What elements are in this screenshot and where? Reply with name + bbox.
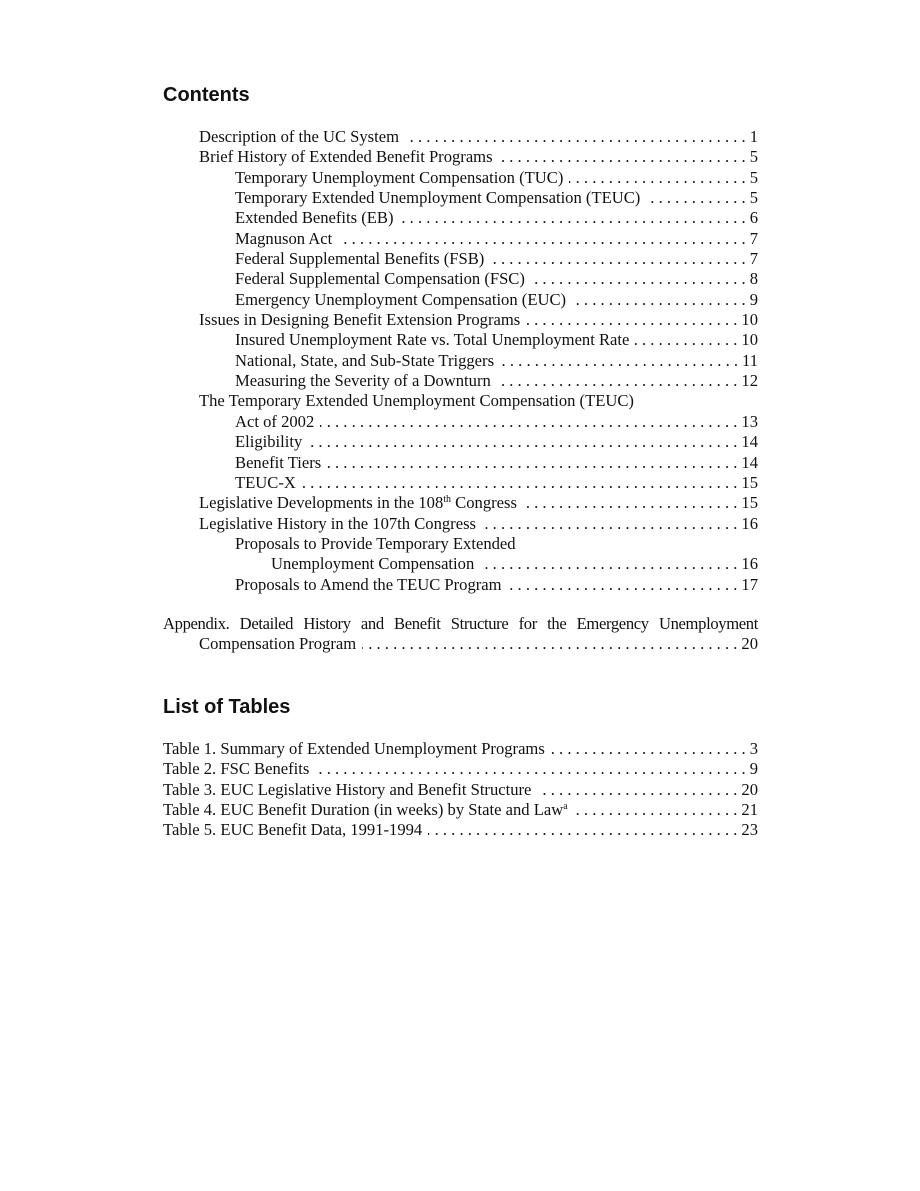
appendix-page: 20 <box>741 634 758 654</box>
toc-entry-page: 9 <box>749 289 758 309</box>
leader-dots <box>499 147 746 167</box>
toc-entry-page: 16 <box>741 513 758 533</box>
table-entry-title: Table 4. EUC Benefit Duration (in weeks) by State and Law <box>163 800 564 820</box>
toc-entry-page: 8 <box>749 269 758 289</box>
toc-entry-title: Unemployment Compensation <box>271 554 475 574</box>
table-entry-page: 3 <box>749 739 758 758</box>
table-entry[interactable] <box>163 800 758 820</box>
table-entry[interactable] <box>163 820 758 840</box>
toc-entry[interactable] <box>163 249 758 269</box>
table-entry[interactable] <box>163 759 758 779</box>
toc-entry-title: Act of 2002 <box>235 411 315 431</box>
toc-entry-title: Benefit Tiers <box>235 452 322 472</box>
toc-entry-title: National, State, and Sub-State Triggers <box>235 350 495 370</box>
leader-dots <box>362 634 737 654</box>
contents-list <box>163 127 758 595</box>
toc-entry-continued[interactable] <box>163 391 758 411</box>
toc-entry-title: Proposals to Provide Temporary Extended <box>235 533 516 553</box>
toc-entry-title: Temporary Extended Unemployment Compensation (TEUC) <box>235 188 641 208</box>
toc-entry-title: The Temporary Extended Unemployment Compensation (TEUC) <box>199 391 634 411</box>
toc-entry[interactable] <box>163 229 758 249</box>
toc-entry-title: Proposals to Amend the TEUC Program <box>235 574 502 594</box>
toc-entry-title: Extended Benefits (EB) <box>235 208 394 228</box>
toc-entry[interactable] <box>163 493 758 513</box>
toc-entry[interactable] <box>163 473 758 493</box>
toc-entry-title: Temporary Unemployment Compensation (TUC) <box>235 167 564 187</box>
toc-entry-page: 12 <box>741 371 758 391</box>
leader-dots <box>531 269 746 289</box>
table-entry-page: 21 <box>741 800 758 820</box>
toc-entry-page: 6 <box>749 208 758 228</box>
contents-heading: Contents <box>163 84 250 106</box>
toc-entry[interactable] <box>163 208 758 228</box>
toc-entry[interactable] <box>163 351 758 371</box>
toc-entry-title: TEUC-X <box>235 472 296 492</box>
leader-dots <box>302 473 738 493</box>
leader-dots <box>572 290 746 310</box>
leader-dots <box>569 168 745 188</box>
toc-entry[interactable] <box>163 554 758 574</box>
toc-entry-continued[interactable] <box>163 534 758 554</box>
toc-entry-title: Brief History of Extended Benefit Programs <box>199 147 493 167</box>
leader-dots <box>405 127 746 147</box>
leader-dots <box>500 351 738 371</box>
appendix-title-line1: Appendix. Detailed History and Benefit Structure for the Emergency Unemployment <box>163 614 758 633</box>
toc-entry-page: 10 <box>741 330 758 350</box>
leader-dots <box>523 493 737 513</box>
leader-dots <box>320 412 737 432</box>
toc-entry[interactable] <box>163 290 758 310</box>
toc-entry[interactable] <box>163 269 758 289</box>
toc-entry[interactable] <box>163 330 758 350</box>
superscript: th <box>443 494 452 506</box>
leader-dots <box>327 453 737 473</box>
toc-entry-page: 14 <box>741 432 758 452</box>
appendix-title-line2: Compensation Program <box>199 634 357 654</box>
table-entry-title: Table 1. Summary of Extended Unemployment Programs <box>163 739 545 758</box>
toc-entry-page: 7 <box>749 249 758 269</box>
toc-entry[interactable] <box>163 127 758 147</box>
toc-entry-page: 1 <box>749 127 758 146</box>
toc-entry-page: 17 <box>741 574 758 594</box>
leader-dots <box>646 188 745 208</box>
leader-dots <box>338 229 745 249</box>
leader-dots <box>490 249 745 269</box>
toc-entry-page: 14 <box>741 452 758 472</box>
leader-dots <box>635 330 737 350</box>
list-of-tables-heading: List of Tables <box>163 696 291 718</box>
toc-entry[interactable] <box>163 453 758 473</box>
toc-entry-page: 13 <box>741 411 758 431</box>
toc-entry-title-suffix: Congress <box>451 493 517 513</box>
table-entry[interactable] <box>163 739 758 759</box>
toc-entry-title: Federal Supplemental Compensation (FSC) <box>235 269 525 289</box>
table-entry-title: Table 5. EUC Benefit Data, 1991-1994 <box>163 820 423 840</box>
toc-entry-page: 5 <box>749 167 758 187</box>
table-entry-title: Table 2. FSC Benefits <box>163 759 310 779</box>
toc-entry-page: 10 <box>741 310 758 330</box>
leader-dots <box>497 371 738 391</box>
leader-dots <box>315 759 745 779</box>
toc-entry[interactable] <box>163 371 758 391</box>
toc-entry-page: 15 <box>741 493 758 513</box>
toc-entry-page: 16 <box>741 554 758 574</box>
toc-entry[interactable] <box>163 412 758 432</box>
leader-dots <box>526 310 737 330</box>
toc-entry[interactable] <box>163 514 758 534</box>
toc-entry[interactable] <box>163 432 758 452</box>
table-entry-page: 9 <box>749 759 758 779</box>
table-entry-page: 20 <box>741 779 758 799</box>
toc-entry-title: Insured Unemployment Rate vs. Total Unemployment Rate <box>235 330 630 350</box>
toc-entry-title: Legislative Developments in the 108 <box>199 493 444 513</box>
appendix-entry[interactable] <box>163 614 758 655</box>
toc-entry-title: Legislative History in the 107th Congress <box>199 513 476 533</box>
toc-entry-page: 11 <box>742 350 758 370</box>
toc-entry-page: 5 <box>749 147 758 167</box>
toc-entry-page: 15 <box>741 472 758 492</box>
leader-dots <box>551 739 746 759</box>
toc-entry-title-group <box>199 493 523 513</box>
appendix-title-line2-row <box>163 634 758 654</box>
leader-dots <box>428 820 737 840</box>
toc-entry-title: Federal Supplemental Benefits (FSB) <box>235 249 485 269</box>
toc-entry-title: Emergency Unemployment Compensation (EUC) <box>235 289 567 309</box>
leader-dots <box>480 554 737 574</box>
leader-dots <box>574 800 738 820</box>
tables-list <box>163 739 758 841</box>
toc-entry-title: Description of the UC System <box>199 127 400 146</box>
table-entry-title: Table 3. EUC Legislative History and Benefit Structure <box>163 779 532 799</box>
toc-entry[interactable] <box>163 147 758 167</box>
table-entry[interactable] <box>163 780 758 800</box>
toc-entry[interactable] <box>163 575 758 595</box>
superscript: a <box>563 801 568 813</box>
table-entry-page: 23 <box>741 820 758 840</box>
leader-dots <box>400 208 746 228</box>
toc-entry[interactable] <box>163 168 758 188</box>
toc-entry-title: Measuring the Severity of a Downturn <box>235 371 491 391</box>
toc-entry-title: Magnuson Act <box>235 228 333 248</box>
toc-entry-page: 5 <box>749 188 758 208</box>
table-entry-title-group <box>163 800 574 820</box>
leader-dots <box>537 780 737 800</box>
leader-dots <box>308 432 737 452</box>
toc-entry-page: 7 <box>749 228 758 248</box>
leader-dots <box>482 514 737 534</box>
toc-entry-title: Issues in Designing Benefit Extension Programs <box>199 310 521 330</box>
toc-entry[interactable] <box>163 310 758 330</box>
toc-entry[interactable] <box>163 188 758 208</box>
toc-entry-title: Eligibility <box>235 432 303 452</box>
leader-dots <box>508 575 738 595</box>
